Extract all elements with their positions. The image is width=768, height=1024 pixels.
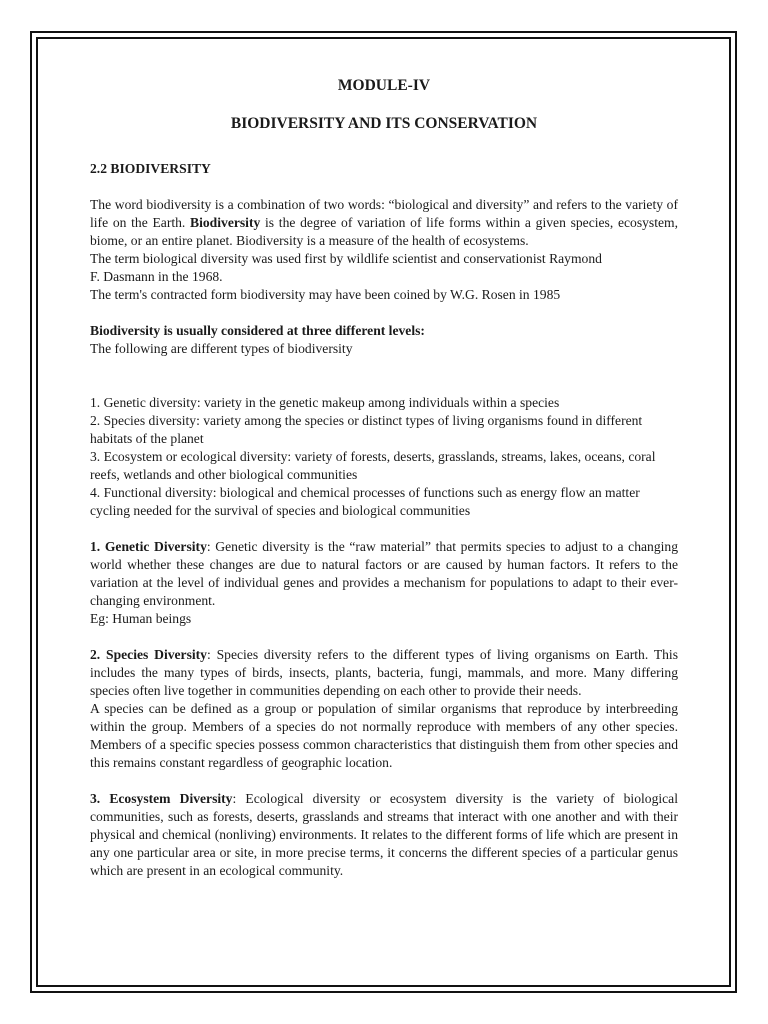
species-definition-paragraph: A species can be defined as a group or population of similar organisms that reproduce by interbreeding within the group. Members of a species do not normally reproduce with members of any other species. Members of a specific species possess common characteristics that distinguish them from other species and this remains constant regardless of geographic location. — [90, 701, 678, 770]
genetic-diversity-text: : Genetic diversity is the “raw material” that permits species to adjust to a changing world whether these changes are due to natural factors or are caused by human factors. It refers to the variation at the level of individual genes and provides a mechanism for populations to adapt to their ever-changing environment. — [90, 539, 678, 608]
list-item: 3. Ecosystem or ecological diversity: variety of forests, deserts, grasslands, streams, lakes, oceans, coral reefs, wetlands and other biological communities — [90, 449, 656, 482]
intro-line-rosen: The term's contracted form biodiversity may have been coined by W.G. Rosen in 1985 — [90, 287, 561, 302]
intro-line-term-b: F. Dasmann in the 1968. — [90, 269, 223, 284]
ecosystem-diversity-text: : Ecological diversity or ecosystem diversity is the variety of biological communities, such as forests, deserts, grasslands and streams that interact with one another and with their physical and chemical (nonliving) environments. It relates to the different forms of life which are present in any one particular area or site, in more precise terms, it concerns the different species of a particular genus which are present in an ecological community. — [90, 791, 678, 878]
list-item: 4. Functional diversity: biological and chemical processes of functions such as energy flow an matter cycling needed for the survival of species and biological communities — [90, 485, 640, 518]
types-list — [90, 394, 678, 520]
genetic-diversity-paragraph — [90, 538, 678, 610]
intro-line-term-a: The term biological diversity was used first by wildlife scientist and conservationist Raymond — [90, 251, 602, 266]
intro-bold-term: Biodiversity — [190, 215, 261, 230]
intro-paragraph — [90, 196, 678, 250]
levels-subheading: The following are different types of biodiversity — [90, 341, 353, 356]
genetic-diversity-heading: 1. Genetic Diversity — [90, 539, 207, 554]
levels-heading: Biodiversity is usually considered at three different levels: — [90, 323, 425, 338]
module-title: MODULE-IV — [337, 77, 431, 94]
species-diversity-heading: 2. Species Diversity — [90, 647, 207, 662]
list-item: 1. Genetic diversity: variety in the genetic makeup among individuals within a species — [90, 395, 560, 410]
intro-text-part2: is the degree of variation of life forms within a given species, ecosystem, biome, or an entire planet. Biodiversity is a measure of the health of ecosystems. — [90, 215, 678, 248]
ecosystem-diversity-paragraph — [90, 790, 678, 880]
document-page — [90, 72, 678, 880]
section-heading: 2.2 BIODIVERSITY — [90, 161, 211, 176]
intro-text-part1: The word biodiversity is a combination of two words: “biological and diversity” and refers to the variety of life on the Earth. — [90, 197, 678, 230]
species-diversity-paragraph — [90, 646, 678, 700]
list-item: 2. Species diversity: variety among the species or distinct types of living organisms found in different habitats of the planet — [90, 413, 643, 446]
genetic-diversity-example: Eg: Human beings — [90, 611, 192, 626]
chapter-title: BIODIVERSITY AND ITS CONSERVATION — [230, 115, 538, 132]
species-diversity-text: : Species diversity refers to the different types of living organisms on Earth. This includes the many types of birds, insects, plants, bacteria, fungi, mammals, and more. Many differing species often live together in communities depending on each other to provide their needs. — [90, 647, 678, 698]
ecosystem-diversity-heading: 3. Ecosystem Diversity — [90, 791, 233, 806]
